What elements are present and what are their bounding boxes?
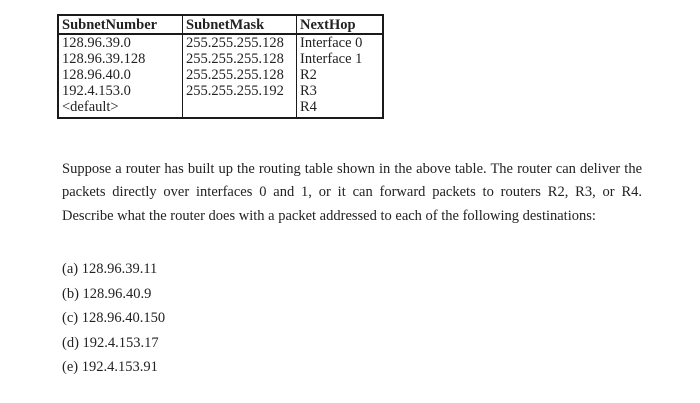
table-row <box>58 99 383 118</box>
cell-subnet-mask <box>183 99 297 118</box>
cell-subnet-mask: 255.255.255.128 <box>183 34 297 51</box>
cell-subnet-number: 128.96.39.128 <box>58 51 183 67</box>
cell-next-hop: R2 <box>297 67 384 83</box>
destination-option: (d) 192.4.153.17 <box>62 334 159 351</box>
cell-subnet-number: 192.4.153.0 <box>58 83 183 99</box>
cell-subnet-number: 128.96.40.0 <box>58 67 183 83</box>
cell-subnet-mask: 255.255.255.192 <box>183 83 297 99</box>
cell-subnet-mask: 255.255.255.128 <box>183 67 297 83</box>
cell-subnet-number: <default> <box>58 99 183 118</box>
cell-next-hop: R4 <box>297 99 384 118</box>
header-subnet-number: SubnetNumber <box>58 15 183 34</box>
header-next-hop: NextHop <box>297 15 384 34</box>
question-text: Suppose a router has built up the routing table shown in the above table. The router can deliver the packets directly over interfaces 0 and 1, or it can forward packets to routers R2, R3, or R4. Describe what the router does with a packet addressed to each of the following destinations: <box>62 161 642 224</box>
destination-option: (c) 128.96.40.150 <box>62 310 166 326</box>
destination-option: (b) 128.96.40.9 <box>62 285 152 302</box>
routing-table <box>57 14 384 119</box>
header-subnet-mask: SubnetMask <box>183 15 297 34</box>
destination-list <box>62 257 165 380</box>
cell-subnet-mask: 255.255.255.128 <box>183 51 297 67</box>
table-row <box>58 67 383 83</box>
table-row <box>58 34 383 51</box>
destination-option: (e) 192.4.153.91 <box>62 359 158 375</box>
table-header-row <box>58 15 383 34</box>
table-row <box>58 51 383 67</box>
cell-next-hop: Interface 0 <box>297 34 384 51</box>
cell-subnet-number: 128.96.39.0 <box>58 34 183 51</box>
destination-option: (a) 128.96.39.11 <box>62 261 158 277</box>
cell-next-hop: R3 <box>297 83 384 99</box>
table-row <box>58 83 383 99</box>
cell-next-hop: Interface 1 <box>297 51 384 67</box>
